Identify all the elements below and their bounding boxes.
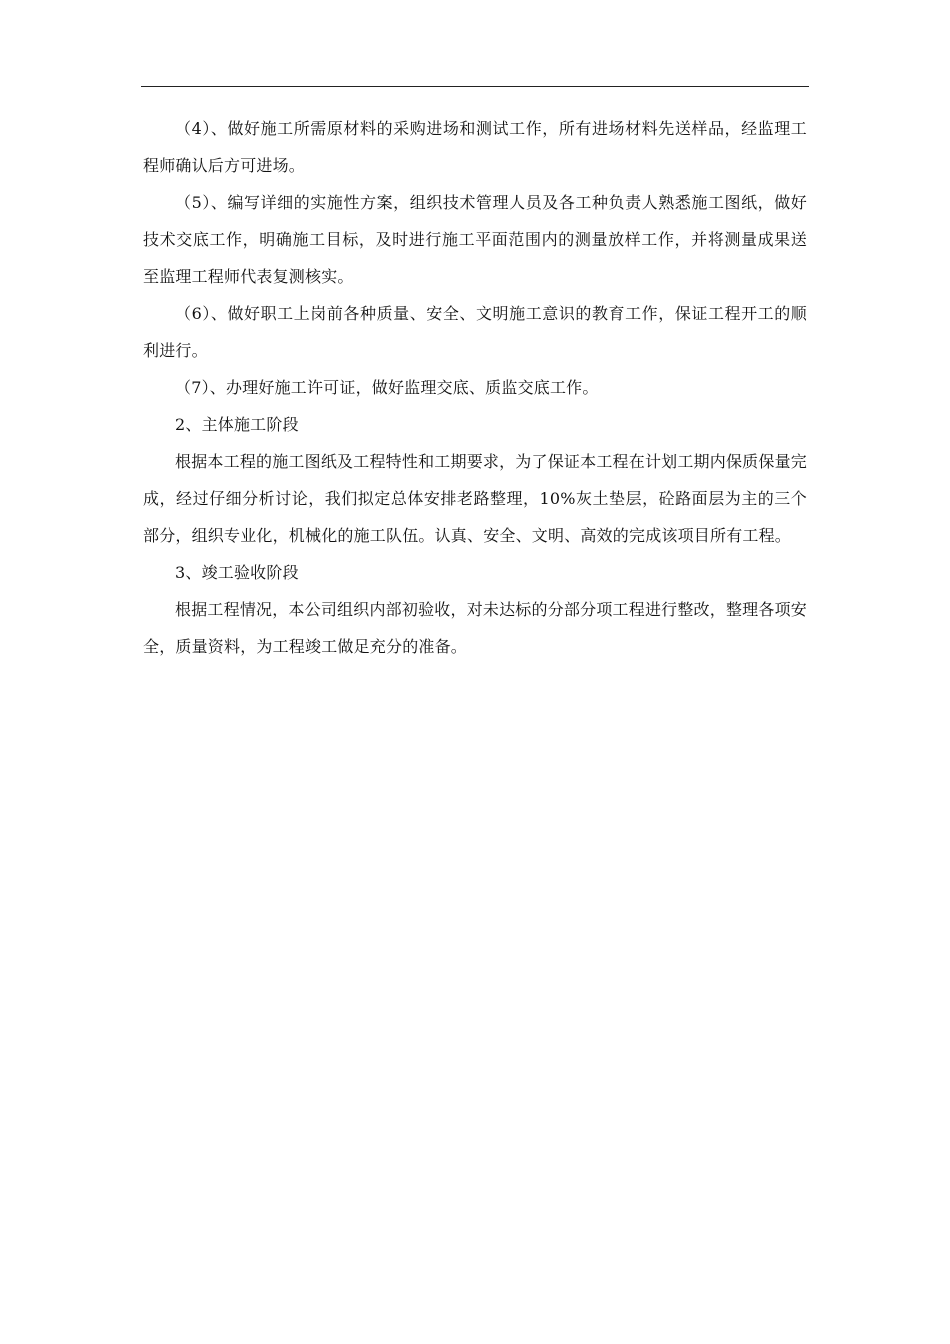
section-heading-main-construction: 2、主体施工阶段 [175, 415, 299, 434]
paragraph-item-5: （5）、编写详细的实施性方案，组织技术管理人员及各工种负责人熟悉施工图纸，做好技术交底工作，明确施工目标，及时进行施工平面范围内的测量放样工作，并将测量成果送至监理工程师代表复测核实。 [143, 193, 807, 286]
paragraph-item-7: （7）、办理好施工许可证，做好监理交底、质监交底工作。 [175, 378, 599, 397]
section-heading-completion-acceptance: 3、竣工验收阶段 [175, 563, 299, 582]
paragraph-item-6: （6）、做好职工上岗前各种质量、安全、文明施工意识的教育工作，保证工程开工的顺利进行。 [143, 304, 807, 360]
paragraph-completion-acceptance: 根据工程情况，本公司组织内部初验收，对未达标的分部分项工程进行整改，整理各项安全，质量资料，为工程竣工做足充分的准备。 [143, 600, 807, 656]
header-divider [141, 86, 809, 87]
paragraph-main-construction: 根据本工程的施工图纸及工程特性和工期要求，为了保证本工程在计划工期内保质保量完成，经过仔细分析讨论，我们拟定总体安排老路整理，10%灰土垫层，砼路面层为主的三个部分，组织专业化，机械化的施工队伍。认真、安全、文明、高效的完成该项目所有工程。 [143, 452, 807, 545]
document-body [143, 110, 807, 665]
paragraph-item-4: （4）、做好施工所需原材料的采购进场和测试工作，所有进场材料先送样品，经监理工程师确认后方可进场。 [143, 119, 807, 175]
